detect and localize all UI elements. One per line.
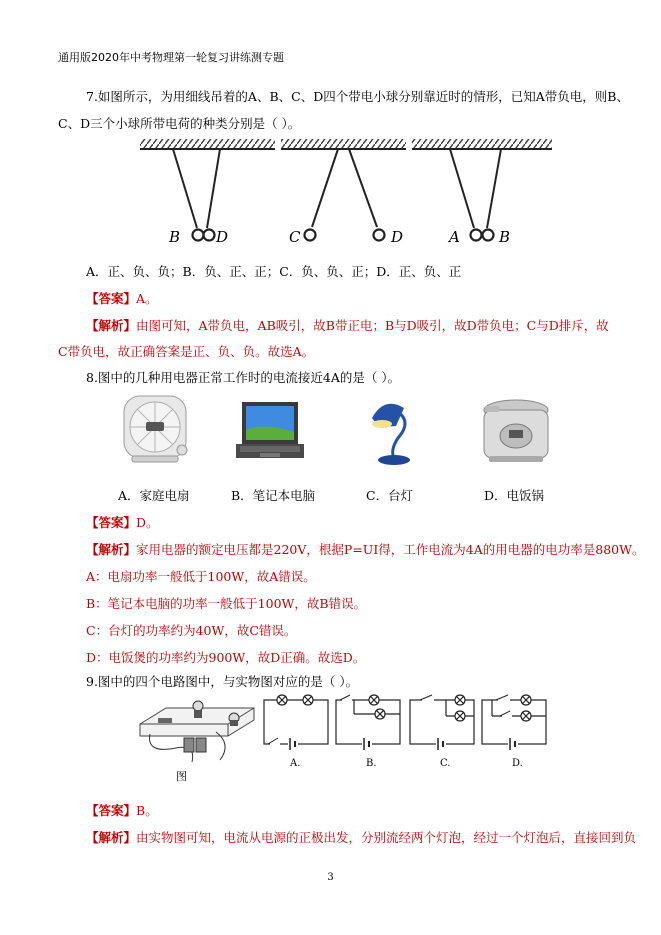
- q7-options: A．正、负、负；B．负、正、正；C．负、负、正；D．正、负、正: [86, 264, 462, 279]
- q9-physical-circuit: [136, 694, 256, 784]
- q8-analysis-b: B：笔记本电脑的功率一般低于100W，故B错误。: [86, 596, 367, 611]
- q9-answer: 【答案】B。: [86, 803, 158, 818]
- q7-analysis-line1: 【解析】由图可知，A带负电，AB吸引，故B带正电；B与D吸引，故D带负电；C与D排斥，故: [86, 318, 609, 333]
- ceiling-left: [140, 139, 275, 149]
- q8-caption-b: B．笔记本电脑: [231, 488, 316, 503]
- q9-analysis-line1: 【解析】由实物图可知，电流从电源的正极出发，分别流经两个灯泡，经过一个灯泡后，直接回到负: [86, 830, 637, 845]
- q8-analysis-d: D：电饭煲的功率约为900W，故D正确。故选D。: [86, 650, 366, 665]
- circuit-label-d: D.: [512, 758, 523, 769]
- q8-analysis-line1: 【解析】家用电器的额定电压都是220V，根据P=UI得，工作电流为4A的用电器的电功率是880W。: [86, 542, 645, 557]
- q7-analysis-line2: C带负电，故正确答案是正、负、负。故选A。: [58, 344, 315, 359]
- ball-label-d2: D: [391, 228, 404, 246]
- ball-label-d1: D: [216, 228, 229, 246]
- q7-pendulum-figure: [135, 136, 555, 254]
- q8-analysis-c: C：台灯的功率约为40W，故C错误。: [86, 623, 297, 638]
- laptop-image: [234, 400, 306, 464]
- q7-stem-line2: C、D三个小球所带电荷的种类分别是（ ）。: [58, 116, 301, 131]
- q9-fig-label: 图: [176, 770, 187, 783]
- circuit-label-c: C.: [440, 758, 451, 769]
- circuit-label-b: B.: [366, 758, 377, 769]
- ball-label-b1: B: [169, 228, 181, 246]
- q9-stem: 9.图中的四个电路图中，与实物图对应的是（ ）。: [86, 674, 359, 689]
- ball-label-b2: B: [499, 228, 511, 246]
- ball-label-c: C: [289, 228, 301, 246]
- desk-lamp-image: [366, 398, 422, 468]
- circuit-label-a: A.: [290, 758, 301, 769]
- ceiling-middle: [281, 139, 406, 149]
- page-header: 通用版2020年中考物理第一轮复习讲练测专题: [58, 51, 284, 64]
- q8-caption-a: A．家庭电扇: [118, 488, 190, 503]
- rice-cooker-image: [481, 396, 551, 468]
- q8-answer: 【答案】D。: [86, 515, 159, 530]
- circuit-c: [408, 694, 478, 752]
- q8-caption-d: D．电饭锅: [484, 488, 545, 503]
- circuit-b: [334, 694, 404, 752]
- circuit-d: [480, 694, 550, 752]
- q8-caption-c: C．台灯: [366, 488, 414, 503]
- q8-stem: 8.图中的几种用电器正常工作时的电流接近4A的是（ ）。: [86, 370, 401, 385]
- q7-stem-line1: 7.如图所示，为用细线吊着的A、B、C、D四个带电小球分别靠近时的情形，已知A带负电，则B、: [86, 89, 629, 104]
- q7-answer: 【答案】A。: [86, 291, 158, 306]
- ceiling-right: [412, 139, 552, 149]
- page-number: 3: [327, 872, 334, 883]
- ball-label-a: A: [449, 228, 460, 246]
- circuit-a: [262, 694, 332, 752]
- desk-fan-image: [116, 394, 196, 466]
- q8-analysis-a: A：电扇功率一般低于100W，故A错误。: [86, 569, 316, 584]
